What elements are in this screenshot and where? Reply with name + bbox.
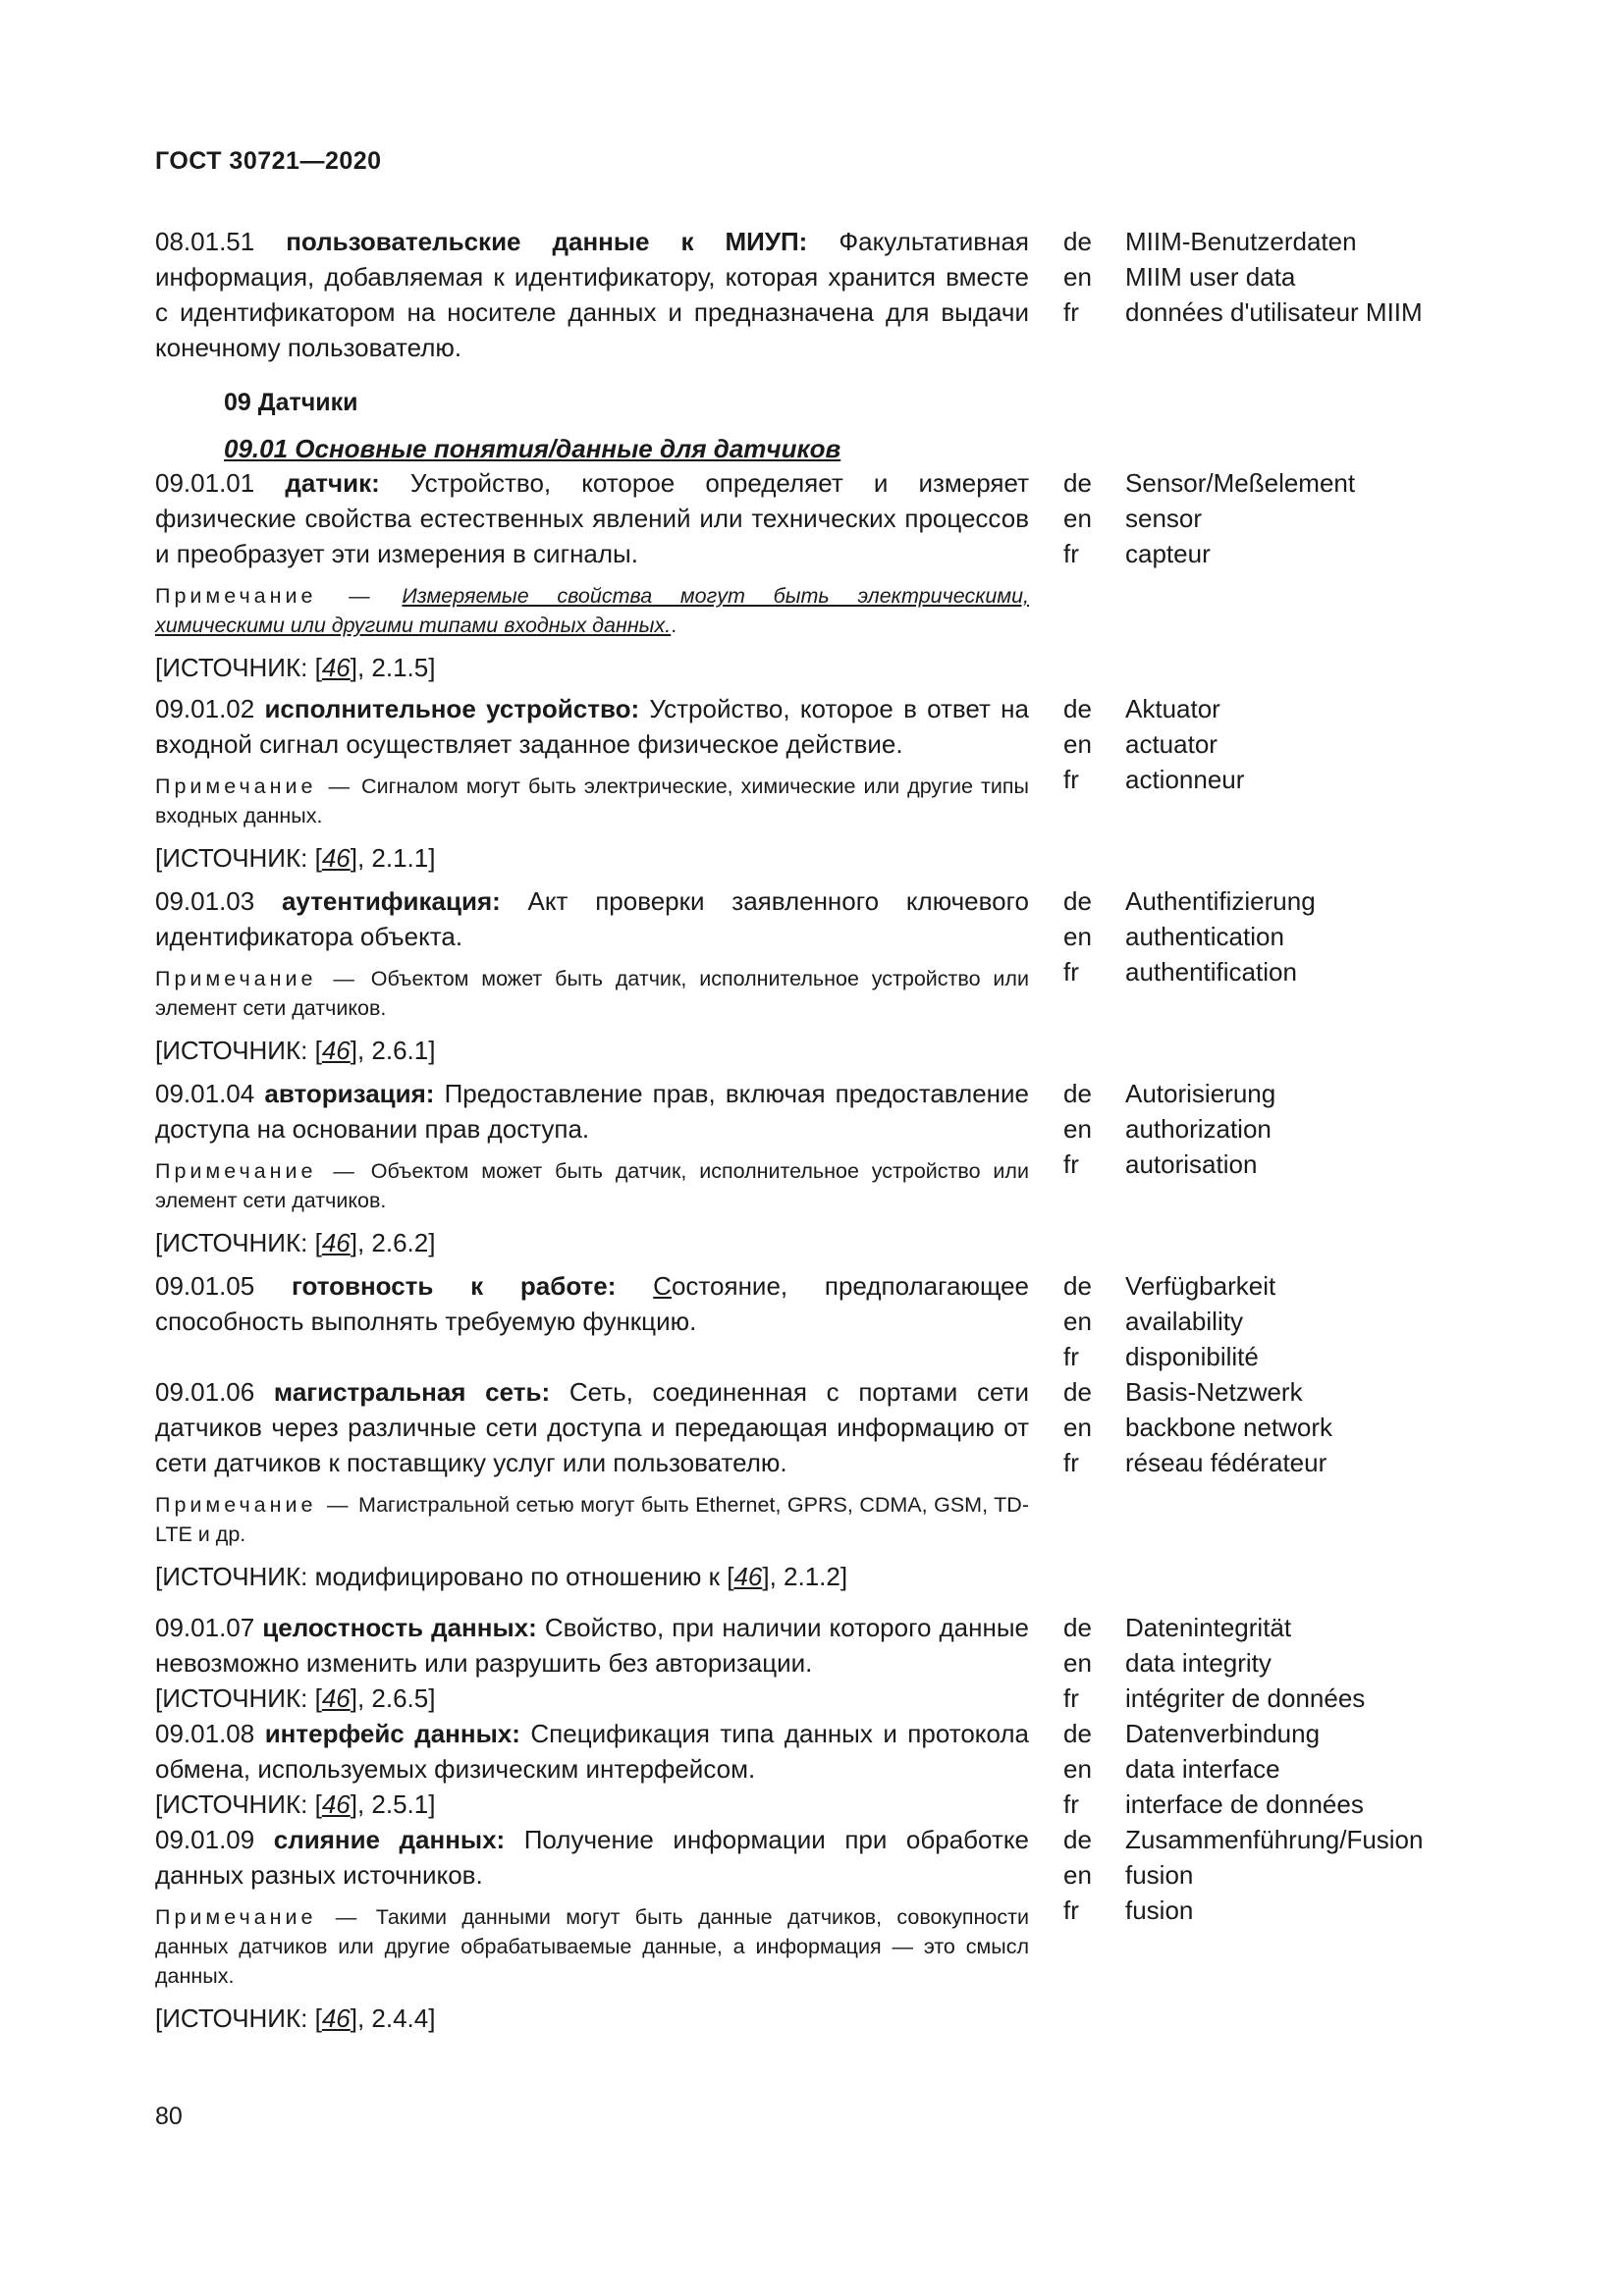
term-note [155, 581, 1029, 640]
term-name: авторизация: [264, 1079, 435, 1108]
term-definition [155, 465, 1029, 571]
note-label: Примечание — [155, 774, 353, 798]
note-text: Объектом может быть датчик, исполнительное устройство или элемент сети датчиков. [155, 1159, 1029, 1212]
translation-en: authorization [1125, 1114, 1272, 1144]
term-text: Устройство, которое определяет и измеряет физические свойства естественных явлений или технических процессов и преобразует эти измерения в сигналы. [155, 468, 1029, 568]
term-source: [ИСТОЧНИК: [46], 2.6.1] [155, 1036, 436, 1065]
translation-de: Datenverbindung [1125, 1719, 1321, 1748]
translation-de: Autorisierung [1125, 1079, 1276, 1108]
term-source: [ИСТОЧНИК: [46], 2.6.2] [155, 1228, 436, 1257]
term-translations: de Sensor/Meßelement en sensor fr capteur [1063, 465, 1535, 571]
section-heading: 09 Датчики [224, 389, 358, 416]
term-name: слияние данных: [273, 1825, 506, 1854]
term-number: 09.01.03 [155, 886, 255, 916]
translation-fr: fusion [1125, 1896, 1194, 1925]
term-text: Свойство, при наличии которого данные невозможно изменить или разрушить без авторизации. [155, 1613, 1029, 1678]
note-label: Примечание — [155, 584, 374, 608]
translation-en: MIIM user data [1125, 262, 1296, 292]
translation-fr: actionneur [1125, 765, 1245, 794]
term-translations: de Aktuator en actuator fr actionneur [1063, 691, 1535, 797]
translation-fr: réseau fédérateur [1125, 1448, 1327, 1477]
term-number: 09.01.01 [155, 468, 255, 498]
term-definition [155, 1822, 1029, 1893]
term-note [155, 1902, 1029, 1991]
translation-de: Zusammenführung/Fusion [1125, 1825, 1424, 1854]
translation-en: authentication [1125, 922, 1284, 951]
source-ref-link[interactable]: 46 [321, 2003, 351, 2033]
source-ref-link[interactable]: 46 [321, 1228, 351, 1257]
note-label: Примечание — [155, 967, 358, 990]
term-name: пользовательские данные к МИУП: [286, 227, 808, 256]
translation-fr: disponibilité [1125, 1342, 1259, 1371]
term-note [155, 964, 1029, 1023]
term-text: Спецификация типа данных и протокола обмена, используемых физическим интерфейсом. [155, 1719, 1029, 1784]
term-text: остояние, предполагающее способность выполнять требуемую функцию. [155, 1271, 1029, 1336]
term-text: Акт проверки заявленного ключевого идентификатора объекта. [155, 886, 1029, 951]
term-translations: de Datenintegrität en data integrity fr intégriter de données [1063, 1610, 1535, 1716]
lang-code-fr: fr [1063, 297, 1079, 327]
translation-fr: données d'utilisateur MIIM [1125, 297, 1423, 327]
note-text: Такими данными могут быть данные датчиков, совокупности данных датчиков или другие обрабатываемые данные, а информация — это смысл данных. [155, 1905, 1029, 1988]
term-definition [155, 1716, 1029, 1787]
term-definition [155, 1076, 1029, 1147]
term-definition [155, 1374, 1029, 1480]
term-entry-09-01-05 [155, 1268, 1549, 1371]
term-text: Факультативная информация, добавляемая к идентификатору, которая хранится вместе с идентификатором на носителе данных и предназначена для выдачи конечному пользователю. [155, 227, 1029, 362]
source-ref-link[interactable]: 46 [733, 1562, 763, 1591]
term-entry-09-01-01 [155, 465, 1549, 685]
translation-de: Datenintegrität [1125, 1613, 1292, 1642]
term-number: 09.01.08 [155, 1719, 255, 1748]
translation-en: fusion [1125, 1860, 1194, 1890]
translation-fr: authentification [1125, 957, 1297, 987]
term-source: [ИСТОЧНИК: [46], 2.1.5] [155, 653, 436, 682]
term-entry-09-01-08 [155, 1716, 1549, 1822]
term-definition [155, 224, 1029, 365]
lang-code-en: en [1063, 262, 1092, 292]
note-end: . [671, 614, 677, 637]
translation-de: Sensor/Meßelement [1125, 468, 1356, 498]
term-note [155, 1156, 1029, 1215]
term-translations: de Authentifizierung en authentication fr authentification [1063, 883, 1535, 989]
term-name: готовность к работе: [291, 1271, 617, 1301]
translation-en: actuator [1125, 729, 1218, 759]
note-label: Примечание — [155, 1493, 352, 1517]
term-number: 08.01.51 [155, 227, 255, 256]
source-ref-link[interactable]: 46 [321, 1789, 351, 1819]
translation-de: Authentifizierung [1125, 886, 1316, 916]
term-entry-08-01-51 [155, 224, 1549, 365]
term-translations: de Autorisierung en authorization fr autorisation [1063, 1076, 1535, 1182]
term-name: датчик: [285, 468, 380, 498]
term-entry-09-01-09 [155, 1822, 1549, 2036]
term-number: 09.01.04 [155, 1079, 255, 1108]
translation-fr: capteur [1125, 539, 1211, 568]
lang-code-de: de [1063, 227, 1092, 256]
term-source: [ИСТОЧНИК: модифицировано по отношению к [46], 2.1.2] [155, 1562, 848, 1591]
term-entry-09-01-03 [155, 883, 1549, 1068]
term-translations: de Verfügbarkeit en availability fr disponibilité [1063, 1268, 1535, 1374]
term-source: [ИСТОЧНИК: [46], 2.6.5] [155, 1683, 436, 1713]
source-ref-link[interactable]: 46 [321, 1036, 351, 1065]
source-ref-link[interactable]: 46 [321, 1683, 351, 1713]
note-label: Примечание — [155, 1905, 361, 1929]
term-text: Получение информации при обработке данных разных источников. [155, 1825, 1029, 1890]
term-note [155, 1490, 1029, 1549]
subsection-heading: 09.01 Основные понятия/данные для датчиков [224, 434, 841, 463]
term-entry-09-01-04 [155, 1076, 1549, 1260]
term-number: 09.01.02 [155, 694, 255, 723]
term-definition [155, 691, 1029, 762]
term-translations [1063, 224, 1535, 330]
term-text: Устройство, которое в ответ на входной сигнал осуществляет заданное физическое действие. [155, 694, 1029, 759]
note-text: Объектом может быть датчик, исполнительное устройство или элемент сети датчиков. [155, 967, 1029, 1020]
source-ref-link[interactable]: 46 [321, 653, 351, 682]
term-entry-09-01-07 [155, 1610, 1549, 1716]
term-translations: de Datenverbindung en data interface fr interface de données [1063, 1716, 1535, 1822]
term-name: исполнительное устройство: [264, 694, 640, 723]
term-number: 09.01.05 [155, 1271, 255, 1301]
term-name: аутентификация: [281, 886, 501, 916]
translation-en: data integrity [1125, 1648, 1272, 1678]
document-header: ГОСТ 30721—2020 [155, 147, 382, 175]
page-number: 80 [155, 2103, 183, 2130]
term-source: [ИСТОЧНИК: [46], 2.5.1] [155, 1789, 436, 1819]
term-note [155, 772, 1029, 830]
note-text: Сигналом могут быть электрические, химические или другие типы входных данных. [155, 774, 1029, 828]
term-name: интерфейс данных: [264, 1719, 520, 1748]
translation-fr: interface de données [1125, 1789, 1364, 1819]
translation-en: availability [1125, 1307, 1243, 1336]
term-entry-09-01-06 [155, 1374, 1549, 1594]
term-source: [ИСТОЧНИК: [46], 2.1.1] [155, 843, 436, 873]
note-text: Измеряемые свойства могут быть электрическими, химическими или другими типами входных данных. [155, 584, 1029, 637]
translation-en: backbone network [1125, 1413, 1333, 1442]
translation-de: Aktuator [1125, 694, 1220, 723]
translation-de: Verfügbarkeit [1125, 1271, 1276, 1301]
term-text-first-letter: С [653, 1271, 672, 1301]
term-source: [ИСТОЧНИК: [46], 2.4.4] [155, 2003, 436, 2033]
term-number: 09.01.06 [155, 1377, 255, 1407]
term-translations: de Zusammenführung/Fusion en fusion fr fusion [1063, 1822, 1535, 1928]
translation-fr: intégriter de données [1125, 1683, 1366, 1713]
term-name: магистральная сеть: [273, 1377, 551, 1407]
term-definition [155, 1610, 1029, 1681]
term-text: Сеть, соединенная с портами сети датчиков через различные сети доступа и передающая информацию от сети датчиков к поставщику услуг или пользователю. [155, 1377, 1029, 1477]
term-definition [155, 883, 1029, 954]
note-label: Примечание — [155, 1159, 358, 1183]
translation-en: sensor [1125, 504, 1203, 533]
term-translations: de Basis-Netzwerk en backbone network fr réseau fédérateur [1063, 1374, 1535, 1480]
translation-fr: autorisation [1125, 1149, 1258, 1179]
term-entry-09-01-02 [155, 691, 1549, 876]
term-definition [155, 1268, 1029, 1339]
source-ref-link[interactable]: 46 [321, 843, 351, 873]
translation-de: Basis-Netzwerk [1125, 1377, 1303, 1407]
translation-en: data interface [1125, 1754, 1280, 1784]
term-number: 09.01.07 [155, 1613, 255, 1642]
translation-de: MIIM-Benutzerdaten [1125, 227, 1357, 256]
note-text: Магистральной сетью могут быть Ethernet, GPRS, CDMA, GSM, TD-LTE и др. [155, 1493, 1029, 1546]
term-text: Предоставление прав, включая предоставление доступа на основании прав доступа. [155, 1079, 1029, 1144]
term-number: 09.01.09 [155, 1825, 255, 1854]
term-name: целостность данных: [262, 1613, 537, 1642]
